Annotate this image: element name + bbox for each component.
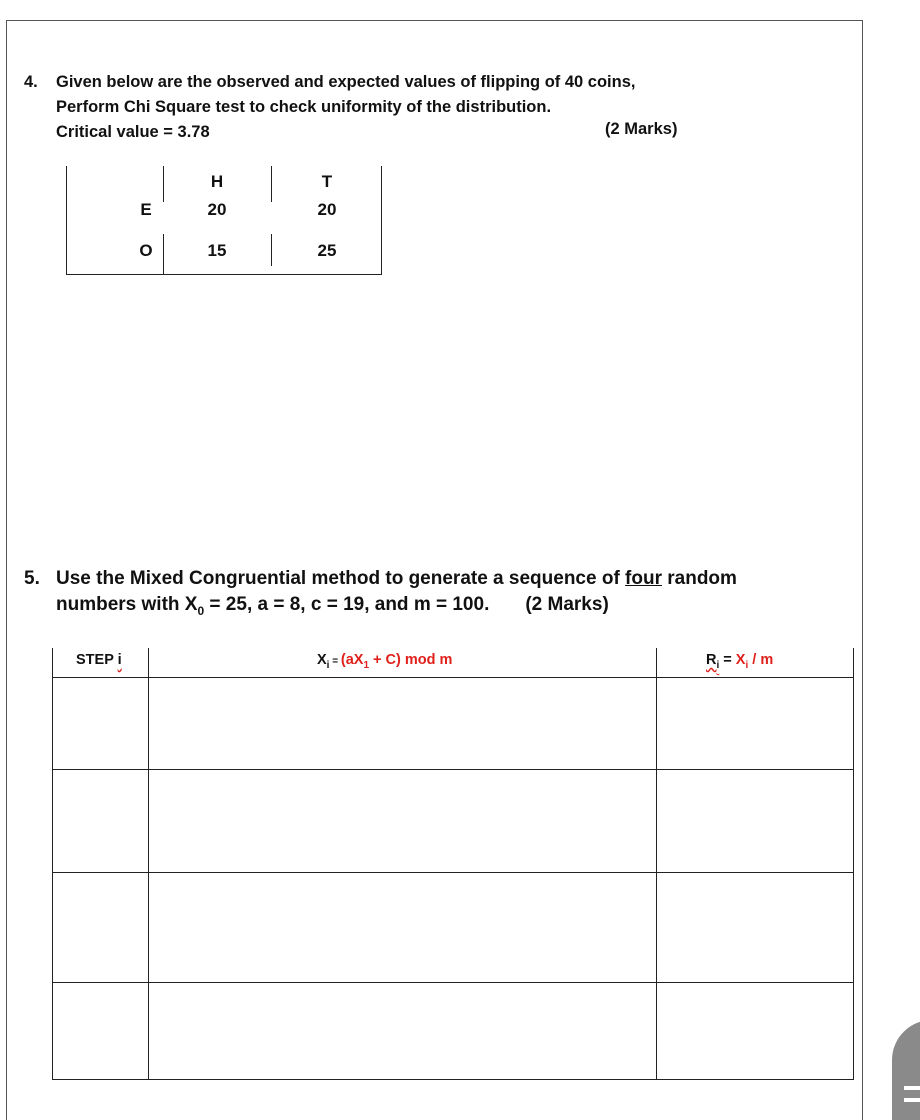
- emphasis-four: four: [625, 568, 662, 589]
- side-tab-handle[interactable]: [892, 1020, 920, 1120]
- question-4-number: 4.: [24, 73, 38, 91]
- row-label-o: O: [139, 241, 153, 260]
- question-4-line-1: Given below are the observed and expected values of flipping of 40 coins,: [56, 73, 636, 91]
- cell-e-t: 20: [317, 200, 337, 219]
- cell-o-t: 25: [317, 241, 337, 260]
- header-step: STEP i: [76, 652, 122, 668]
- lcg-table: [52, 648, 854, 1080]
- question-5-line-1: Use the Mixed Congruential method to generate a sequence of four random: [56, 568, 737, 589]
- question-4-line-2: Perform Chi Square test to check uniformity of the distribution.: [56, 98, 552, 116]
- question-5-line-2: numbers with $X_0 = 25$, a = 8, c = 19, and m = 100. (2 Marks): [56, 594, 609, 618]
- question-5-text: [56, 566, 737, 618]
- question-5-number: 5.: [24, 568, 40, 589]
- question-5-marks: (2 Marks): [525, 594, 609, 615]
- row-label-e: E: [140, 200, 152, 219]
- cell-e-h: 20: [207, 200, 227, 219]
- col-header-t: T: [321, 172, 333, 191]
- header-ri: $R_i = X_i / m$: [706, 652, 774, 671]
- question-4-line-3: Critical value = 3.78: [56, 123, 210, 141]
- header-formula: $X_i = (aX_1 + C)$ mod m: [317, 652, 453, 671]
- question-4-text: [56, 70, 635, 145]
- question-4-marks: (2 Marks): [605, 120, 678, 138]
- cell-o-h: 15: [207, 241, 227, 260]
- chi-square-table: [66, 166, 382, 275]
- col-header-h: H: [210, 172, 224, 191]
